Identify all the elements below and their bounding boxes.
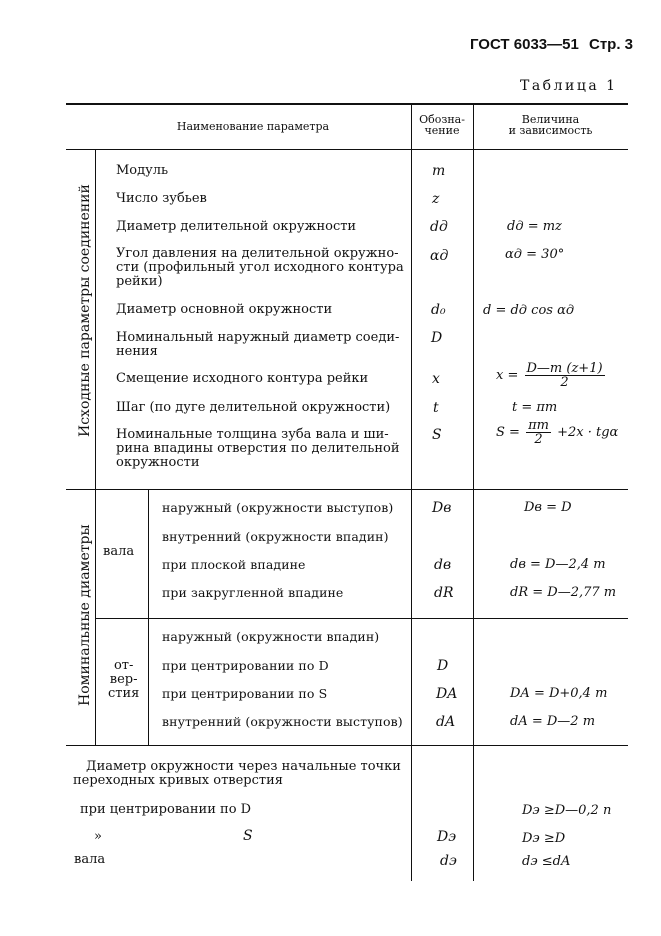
row-base-diameter-name: Диаметр основной окружности (116, 302, 333, 317)
row-tooth-thickness-name: Номинальные толщина зуба вала и ши- рина впадины отверстия по делительной окружности (116, 427, 400, 470)
shaft-row-round-formula: dR = D—2,77 m (510, 585, 617, 600)
page-header (470, 36, 633, 53)
hole-row-inner-formula: dA = D—2 m (510, 714, 596, 729)
shaft-row-flat-symbol: dв (434, 557, 452, 573)
section2-title: Номинальные диаметры (77, 524, 93, 706)
row-pitch-diameter-symbol: dд (430, 219, 448, 235)
row-module-name: Модуль (116, 163, 169, 178)
group-divider (148, 489, 149, 745)
shaft-row-outer-formula: Dв = D (524, 500, 572, 515)
transition-row-s-quote: » (94, 829, 102, 844)
row-offset-name: Смещение исходного контура рейки (116, 371, 369, 386)
transition-row-s-label: S (243, 828, 253, 844)
shaft-row-inner-name: внутренний (окружности впадин) (162, 529, 389, 544)
shaft-group-divider (95, 618, 628, 619)
symbol-column-left (411, 103, 412, 881)
shaft-row-outer-name: наружный (окружности выступов) (162, 500, 394, 515)
shaft-row-outer-symbol: Dв (432, 500, 452, 516)
row-pressure-angle-name: Угол давления на делительной окружно- сти (профильный угол исходного контура рейки) (116, 246, 404, 289)
hole-row-outer-name: наружный (окружности впадин) (162, 629, 380, 644)
row-pitch-diameter-name: Диаметр делительной окружности (116, 219, 357, 234)
section1-title: Исходные параметры соединений (77, 184, 93, 437)
section3-title: Диаметр окружности через начальные точки переходных кривых отверстия (73, 759, 401, 788)
row-base-diameter-symbol: d₀ (431, 302, 446, 318)
hole-row-center-s-formula: DA = D+0,4 m (510, 686, 608, 701)
row-pitch-diameter-formula: dд = mz (507, 219, 562, 234)
transition-row-shaft-formula: dэ ≤dA (522, 854, 571, 869)
row-teeth-name: Число зубьев (116, 191, 207, 206)
transition-row-shaft-name: вала (74, 852, 106, 867)
table-label: Таблица 1 (520, 78, 618, 94)
standard-number: ГОСТ 6033—51 (470, 36, 579, 53)
section1-bottom-border (66, 489, 628, 490)
transition-row-s-symbol: Dэ (437, 829, 457, 845)
row-pressure-angle-formula: αд = 30° (505, 247, 565, 262)
hole-row-inner-symbol: dA (436, 714, 456, 730)
section2-bottom-border (66, 745, 628, 746)
row-teeth-symbol: z (432, 191, 440, 207)
column-header-value: Величина и зависимость (508, 113, 593, 137)
header-bottom-border (66, 149, 628, 150)
column-header-symbol: Обозна- чение (419, 113, 465, 137)
group-hole-label: от- вер- стия (108, 658, 140, 701)
shaft-row-flat-formula: dв = D—2,4 m (510, 557, 606, 572)
hole-row-inner-name: внутренний (окружности выступов) (162, 714, 403, 729)
row-step-name: Шаг (по дуге делительной окружности) (116, 400, 391, 415)
row-step-formula: t = πm (512, 400, 558, 415)
column-header-name: Наименование параметра (176, 120, 330, 133)
row-offset-formula: x = $\frac{D—m (z+1)}{2}$ (496, 361, 603, 390)
row-step-symbol: t (433, 400, 439, 416)
shaft-row-round-symbol: dR (434, 585, 454, 601)
row-outer-diameter-symbol: D (431, 330, 443, 346)
row-base-diameter-formula: d = dд cos αд (483, 303, 575, 318)
page-number: Стр. 3 (589, 36, 634, 53)
hole-row-center-d-name: при центрировании по D (162, 658, 329, 673)
row-module-symbol: m (432, 163, 446, 179)
transition-row-shaft-symbol: dэ (440, 853, 457, 869)
hole-row-center-s-name: при центрировании по S (162, 686, 328, 701)
row-tooth-thickness-formula: S = $\frac{\pi m}{2}$ +2x · tgα (496, 418, 619, 447)
row-outer-diameter-name: Номинальный наружный диаметр соеди- нения (116, 330, 400, 359)
group-shaft-label: вала (103, 544, 135, 559)
table-top-border (66, 103, 628, 105)
row-tooth-thickness-symbol: S (432, 427, 442, 443)
transition-row-d-formula: Dэ ≥D—0,2 n (522, 803, 612, 818)
section-title-divider (95, 149, 96, 745)
transition-row-s-formula: Dэ ≥D (522, 831, 566, 846)
row-pressure-angle-symbol: αд (430, 248, 449, 264)
row-offset-symbol: x (432, 371, 440, 387)
shaft-row-round-name: при закругленной впадине (162, 585, 344, 600)
hole-row-center-d-symbol: D (437, 658, 449, 674)
symbol-column-right (473, 103, 474, 881)
transition-row-d-name: при центрировании по D (80, 802, 252, 817)
hole-row-center-s-symbol: DA (436, 686, 458, 702)
shaft-row-flat-name: при плоской впадине (162, 557, 306, 572)
